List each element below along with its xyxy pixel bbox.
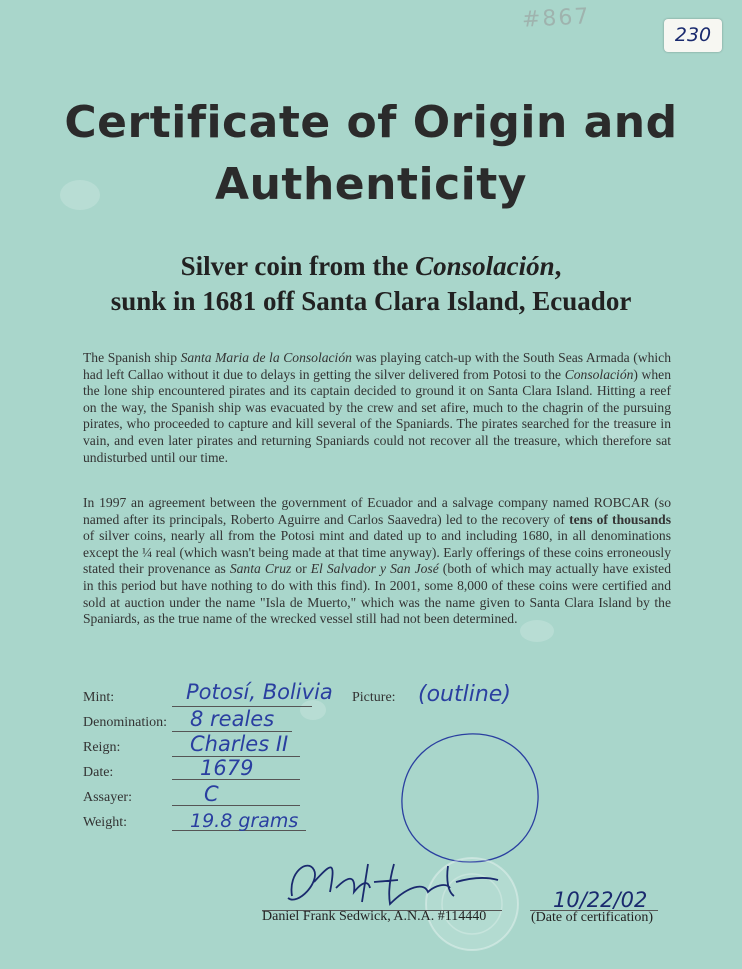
ship-name: Santa Maria de la Consolación	[180, 350, 352, 365]
place-name: El Salvador y San José	[310, 561, 439, 577]
subtitle-line-2: sunk in 1681 off Santa Clara Island, Ecuador	[110, 286, 632, 316]
assayer-label: Assayer:	[83, 790, 132, 805]
inventory-sticker: 230	[664, 19, 722, 52]
history-paragraph	[83, 350, 671, 466]
text-run: In 1997 an agreement between the government of Ecuador and a salvage company named ROBCAR (so named after its principals, Roberto Aguirre and Carlos Saavedra) led to the recovery of	[83, 495, 671, 527]
text-run: The Spanish ship	[83, 350, 181, 365]
text-run: of silver coins, nearly all from the Potosi mint and dated up to and including 1680, in all denominations except the ¼ real (which wasn't being made at that time anyway). Early offerings of these coins erroneously stated their provenance as	[83, 528, 671, 577]
denomination-value: 8 reales	[190, 707, 275, 731]
date-label: Date:	[83, 765, 114, 780]
emphasis: tens of thousands	[569, 511, 671, 527]
subtitle-text: Silver coin from the	[180, 251, 416, 281]
subtitle-line-1	[0, 249, 742, 284]
salvage-paragraph	[83, 495, 671, 628]
certificate-title	[0, 92, 742, 216]
place-name: Santa Cruz	[229, 561, 292, 577]
weight-label: Weight:	[83, 815, 127, 830]
denomination-label: Denomination:	[83, 715, 167, 730]
text-run: or	[291, 561, 311, 577]
certification-date-caption: (Date of certification)	[531, 910, 654, 925]
reign-value: Charles II	[190, 732, 289, 756]
pencil-inventory-number: #867	[521, 4, 592, 33]
date-value: 1679	[200, 756, 254, 780]
coin-outline-drawing	[394, 728, 544, 868]
picture-value: (outline)	[418, 682, 511, 707]
signer-name: Daniel Frank Sedwick, A.N.A. #114440	[262, 909, 487, 924]
mint-label: Mint:	[83, 690, 115, 705]
reign-label: Reign:	[83, 740, 121, 755]
text-run: (both of which may actually have existed in this period but have nothing to do with this find). In 2001, some 8,000 of these coins were certified and sold at auction under the name "Isla de Muerto," which was the name given to Santa Clara Island by the Spaniards, as the true name of the wrecked vessel still had not been determined.	[83, 561, 671, 627]
assayer-line	[172, 805, 300, 806]
ship-name: Consolación	[564, 366, 634, 382]
mint-value: Potosí, Bolivia	[186, 680, 333, 704]
text-run: ) when the lone ship encountered pirates and its captain decided to ground it on Santa Clara Island. Hitting a reef on the way, the Spanish ship was evacuated by the crew and set afire, much to the chagrin of the pursuing pirates, who proceeded to capture and kill several of the Spaniards. The pirates searched for the treasure in vain, and even later pirates and returning Spaniards could not recover all the treasure, which therefore sat undisturbed until our time.	[83, 366, 671, 465]
assayer-value: C	[204, 782, 219, 806]
signature	[278, 852, 514, 914]
picture-label: Picture:	[352, 690, 396, 705]
certificate-subtitle	[0, 249, 742, 319]
title-line-1: Certificate of Origin and	[64, 97, 678, 148]
weight-value: 19.8 grams	[190, 810, 299, 832]
certification-date: 10/22/02	[553, 888, 648, 912]
text-run: was playing catch-up with the South Seas Armada (which had left Callao without it due to delays in getting the silver delivered from Potosi to the	[83, 350, 671, 382]
subtitle-punct: ,	[554, 251, 562, 281]
ship-name: Consolación	[415, 251, 555, 281]
title-line-2: Authenticity	[215, 159, 527, 210]
